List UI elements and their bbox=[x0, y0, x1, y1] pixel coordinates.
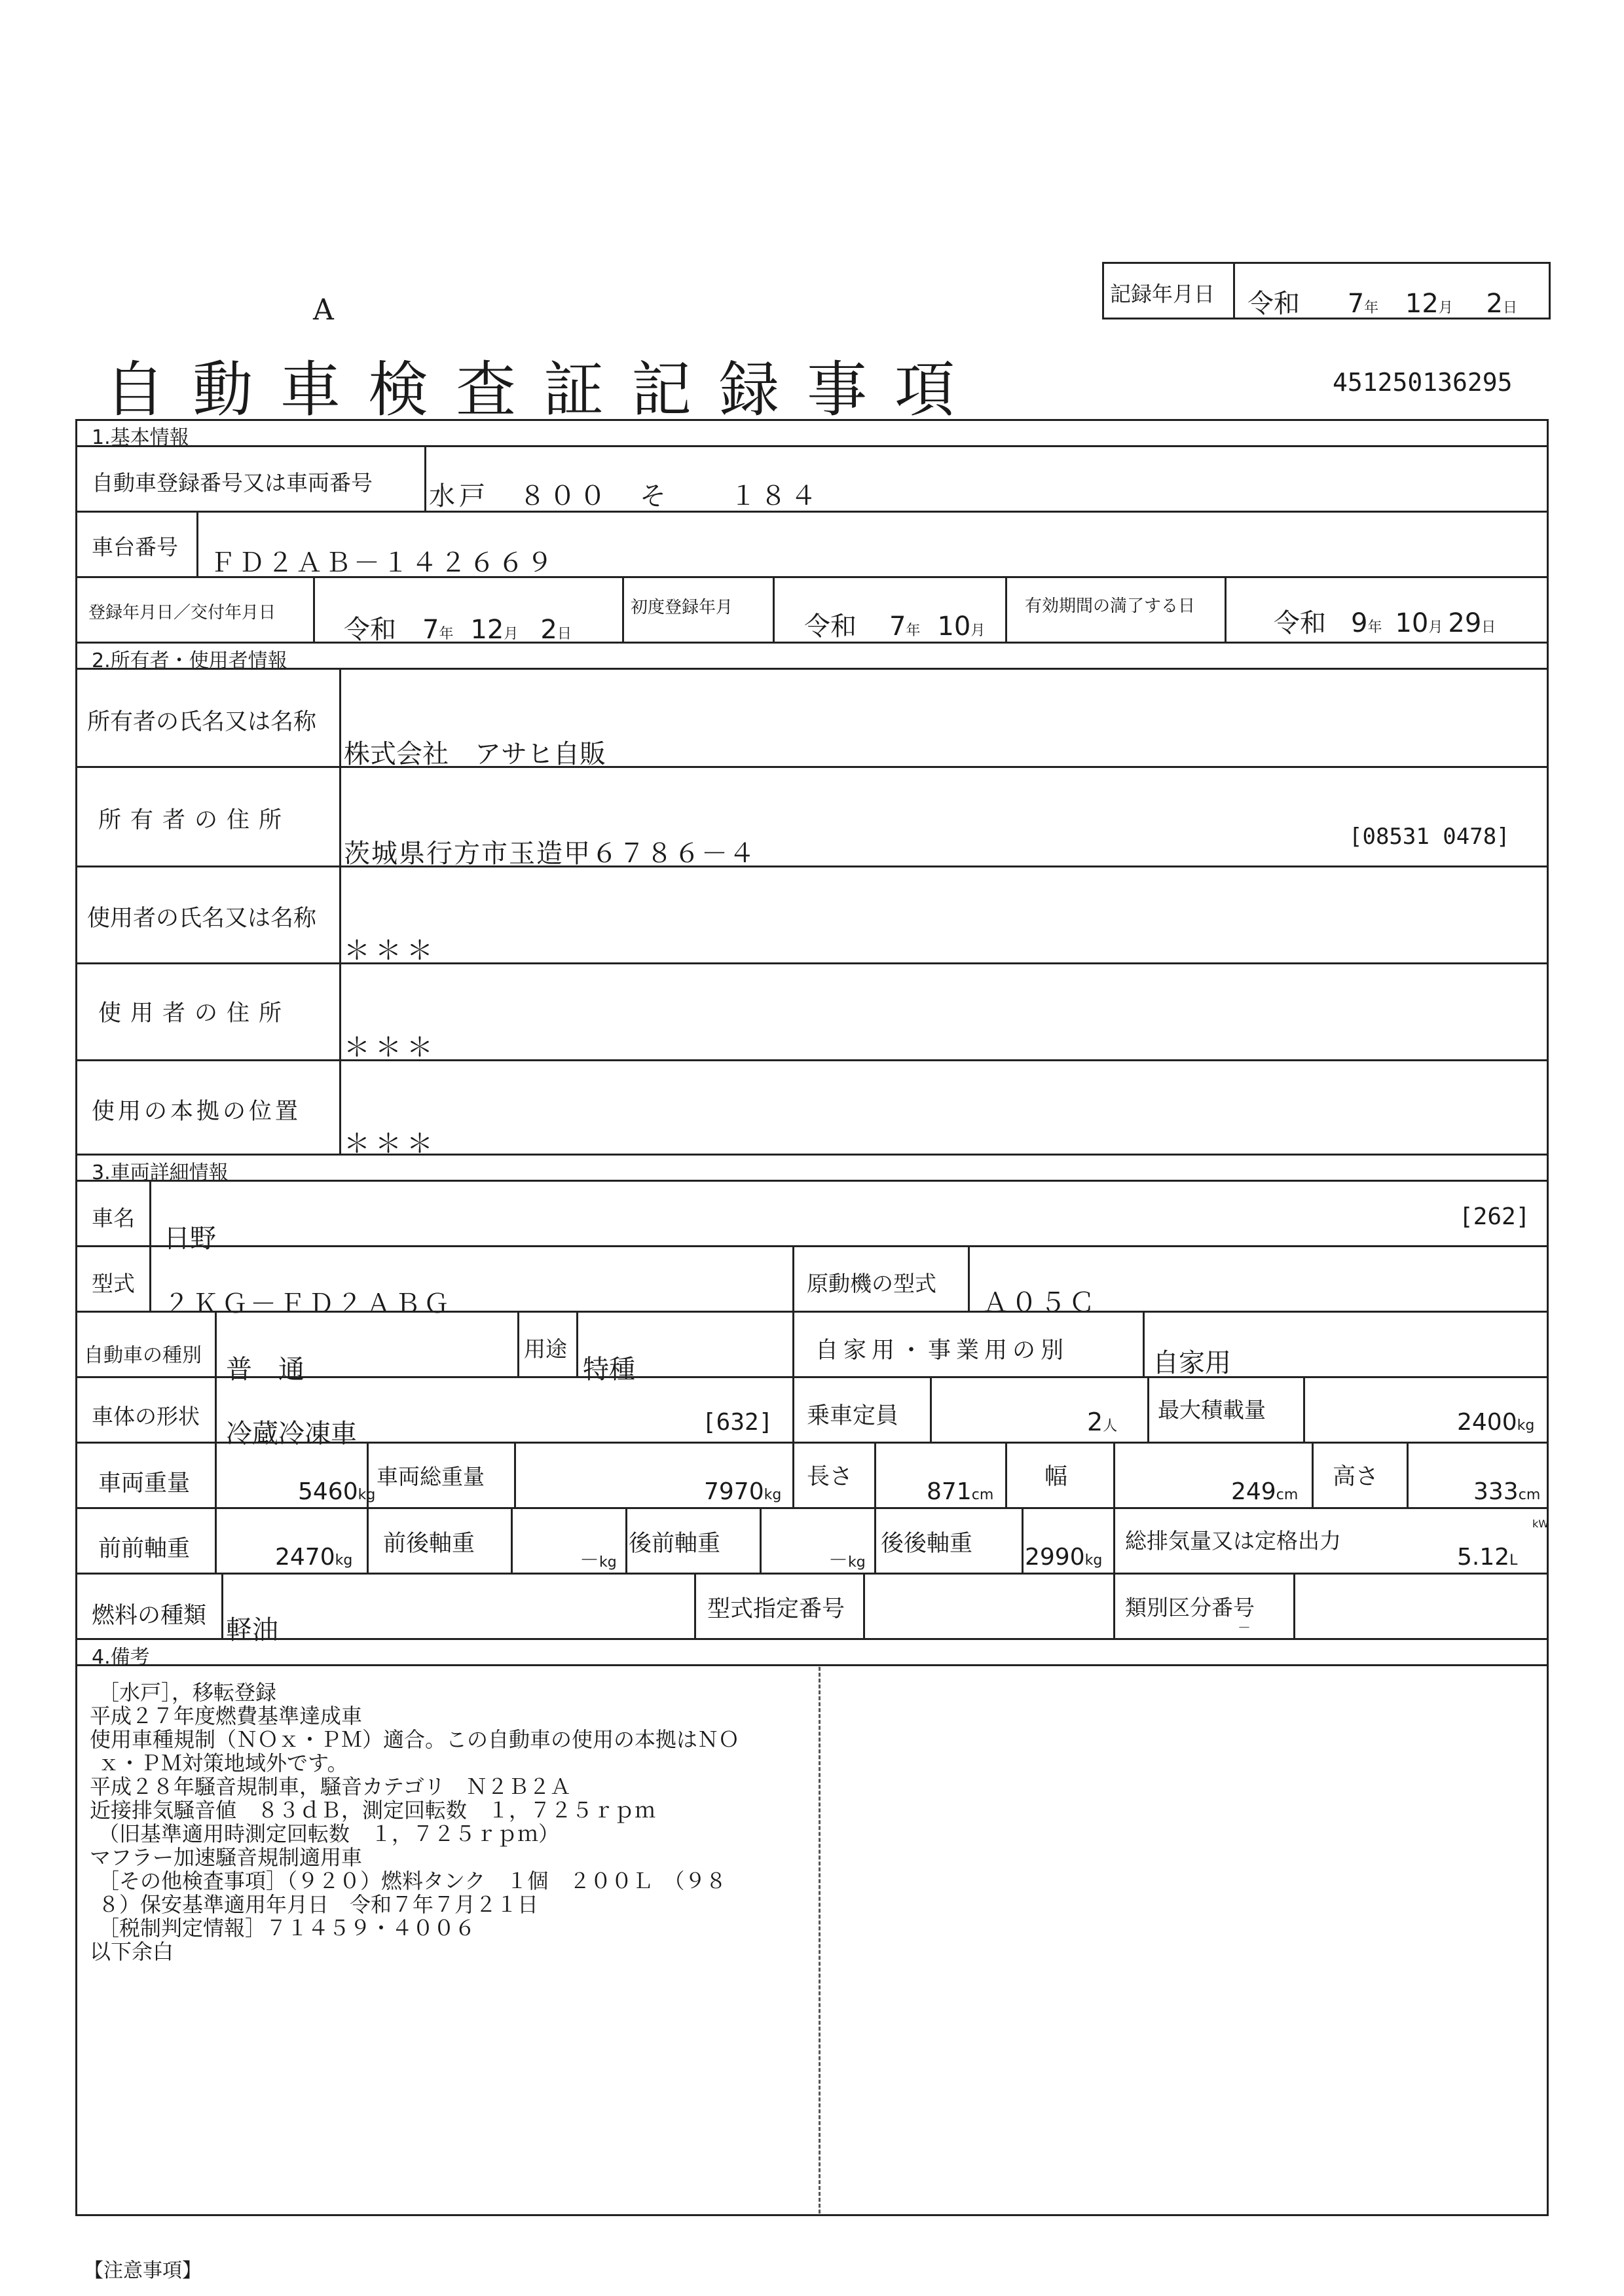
divider bbox=[215, 1311, 217, 1376]
user-name-label: 使用者の氏名又は名称 bbox=[87, 905, 317, 932]
divider bbox=[221, 1573, 223, 1638]
base-location-label: 使用の本拠の位置 bbox=[92, 1099, 302, 1125]
form-mark: A bbox=[313, 293, 334, 327]
reg-date-value: 令和 7年 12月 2日 bbox=[344, 615, 572, 645]
owner-address-label: 所有者の住所 bbox=[98, 807, 291, 833]
divider bbox=[367, 1507, 369, 1573]
divider bbox=[694, 1573, 696, 1638]
rr-axle-label: 後後軸重 bbox=[881, 1531, 973, 1557]
record-date: 令和 7年 12月 2日 bbox=[1247, 289, 1518, 319]
displacement-label: 総排気量又は定格出力 bbox=[1125, 1528, 1341, 1554]
divider bbox=[511, 1507, 513, 1573]
divider bbox=[863, 1573, 865, 1638]
page-title: 自動車検査証記録事項 bbox=[105, 355, 983, 425]
section2-title: 2.所有者・使用者情報 bbox=[92, 649, 287, 672]
divider bbox=[1407, 1442, 1409, 1507]
divider bbox=[75, 1311, 1549, 1313]
fr-axle-value: －kg bbox=[580, 1549, 617, 1572]
fr-axle-label: 前後軸重 bbox=[383, 1531, 475, 1557]
divider bbox=[968, 1245, 970, 1311]
capacity-label: 乗車定員 bbox=[807, 1403, 899, 1429]
divider bbox=[75, 668, 1549, 670]
divider bbox=[339, 668, 341, 1154]
body-shape-code: [632] bbox=[702, 1409, 773, 1436]
divider bbox=[773, 576, 775, 642]
rf-axle-value: －kg bbox=[828, 1549, 866, 1572]
divider bbox=[514, 1442, 516, 1507]
divider bbox=[215, 1442, 217, 1507]
divider bbox=[75, 1507, 1549, 1509]
divider bbox=[75, 511, 1549, 513]
notes-label: 【注意事項】 bbox=[84, 2259, 202, 2282]
divider bbox=[792, 1245, 794, 1311]
divider bbox=[1303, 1376, 1305, 1442]
divider bbox=[1005, 1442, 1007, 1507]
private-business-label: 自家用・事業用の別 bbox=[815, 1338, 1069, 1364]
base-location-value: ＊＊＊ bbox=[344, 1129, 438, 1159]
remarks-line: 平成２７年度燃費基準達成車 bbox=[90, 1704, 363, 1728]
capacity-value: 2人 bbox=[1087, 1408, 1118, 1436]
car-name-value: 日野 bbox=[164, 1224, 216, 1254]
vehicle-weight-value: 5460kg bbox=[298, 1478, 376, 1505]
private-business-value: 自家用 bbox=[1153, 1348, 1231, 1378]
kw-unit: kW bbox=[1532, 1518, 1549, 1530]
divider bbox=[874, 1507, 876, 1573]
divider bbox=[75, 1059, 1549, 1061]
divider bbox=[75, 1442, 1549, 1444]
divider bbox=[75, 1245, 1549, 1247]
width-label: 幅 bbox=[1044, 1464, 1068, 1490]
remarks-line: ｘ・ＰＭ対策地域外です。 bbox=[98, 1751, 348, 1776]
type-designation-label: 型式指定番号 bbox=[707, 1596, 845, 1622]
width-value: 249cm bbox=[1231, 1478, 1299, 1505]
document-number: 451250136295 bbox=[1333, 368, 1513, 397]
divider bbox=[367, 1442, 369, 1507]
engine-value: Ａ０５Ｃ bbox=[982, 1288, 1098, 1318]
divider bbox=[1113, 1507, 1115, 1573]
vehicle-weight-label: 車両重量 bbox=[98, 1470, 191, 1497]
displacement-value: 5.12L bbox=[1457, 1544, 1518, 1571]
divider bbox=[1113, 1573, 1115, 1638]
user-address-label: 使用者の住所 bbox=[98, 1000, 291, 1027]
length-value: 871cm bbox=[927, 1478, 994, 1505]
model-value: ２ＫＧ－ＦＤ２ＡＢＧ bbox=[164, 1289, 452, 1319]
divider bbox=[75, 1664, 1549, 1666]
divider bbox=[75, 576, 1549, 578]
divider bbox=[215, 1507, 217, 1573]
car-name-code: [262] bbox=[1459, 1203, 1530, 1230]
divider bbox=[517, 1311, 519, 1376]
divider bbox=[930, 1376, 932, 1442]
section1-title: 1.基本情報 bbox=[92, 426, 189, 449]
body-shape-label: 車体の形状 bbox=[92, 1404, 200, 1429]
record-date-divider bbox=[1233, 262, 1235, 319]
owner-address-value: 茨城県行方市玉造甲６７８６－４ bbox=[344, 839, 756, 869]
divider bbox=[1005, 576, 1007, 642]
user-name-value: ＊＊＊ bbox=[344, 936, 438, 966]
divider bbox=[1147, 1376, 1149, 1442]
user-address-value: ＊＊＊ bbox=[344, 1032, 438, 1063]
remarks-line: ［税制判定情報］７１４５９・４００６ bbox=[98, 1916, 476, 1941]
owner-name-label: 所有者の氏名又は名称 bbox=[87, 709, 317, 735]
section4-title: 4.備考 bbox=[92, 1646, 150, 1669]
divider bbox=[1225, 576, 1227, 642]
category-label: 類別区分番号 bbox=[1125, 1595, 1255, 1620]
divider bbox=[313, 576, 315, 642]
chassis-label: 車台番号 bbox=[92, 534, 178, 560]
divider bbox=[75, 866, 1549, 867]
max-load-value: 2400kg bbox=[1457, 1409, 1535, 1436]
divider bbox=[1293, 1573, 1295, 1638]
divider bbox=[1312, 1442, 1314, 1507]
engine-label: 原動機の型式 bbox=[807, 1271, 936, 1296]
divider bbox=[149, 1180, 151, 1245]
ff-axle-value: 2470kg bbox=[275, 1544, 353, 1571]
remarks-line: 使用車種規制（ＮＯｘ・ＰＭ）適合。この自動車の使用の本拠はＮＯ bbox=[90, 1727, 740, 1752]
ff-axle-label: 前前軸重 bbox=[98, 1536, 191, 1562]
divider bbox=[1022, 1507, 1024, 1573]
first-reg-label: 初度登録年月 bbox=[631, 598, 733, 617]
divider bbox=[1113, 1442, 1115, 1507]
model-label: 型式 bbox=[92, 1271, 135, 1296]
divider bbox=[424, 445, 426, 511]
divider bbox=[576, 1311, 578, 1376]
reg-number-value: 水戸 ８００ そ １８４ bbox=[429, 481, 821, 511]
divider bbox=[149, 1245, 151, 1311]
max-load-label: 最大積載量 bbox=[1158, 1397, 1266, 1423]
gross-weight-label: 車両総重量 bbox=[377, 1464, 485, 1489]
remarks-line: 近接排気騒音値 ８３ｄＢ，測定回転数 １，７２５ｒｐｍ bbox=[90, 1798, 656, 1823]
record-date-label: 記録年月日 bbox=[1110, 282, 1215, 306]
divider bbox=[622, 576, 624, 642]
height-value: 333cm bbox=[1473, 1478, 1541, 1505]
divider bbox=[75, 1154, 1549, 1156]
remarks-line: 平成２８年騒音規制車，騒音カテゴリ Ｎ２Ｂ２Ａ bbox=[90, 1774, 571, 1799]
length-label: 長さ bbox=[807, 1464, 853, 1490]
divider bbox=[760, 1507, 762, 1573]
divider bbox=[792, 1311, 794, 1376]
vehicle-kind-value: 普 通 bbox=[226, 1355, 304, 1385]
divider bbox=[792, 1376, 794, 1442]
use-value: 特種 bbox=[583, 1355, 635, 1385]
divider bbox=[75, 1376, 1549, 1378]
height-label: 高さ bbox=[1333, 1464, 1379, 1490]
divider bbox=[75, 962, 1549, 964]
divider bbox=[75, 445, 1549, 447]
car-name-label: 車名 bbox=[92, 1205, 135, 1231]
gross-weight-value: 7970kg bbox=[704, 1478, 782, 1505]
first-reg-value: 令和 7年 10月 bbox=[804, 611, 986, 642]
rf-axle-label: 後前軸重 bbox=[629, 1531, 721, 1557]
remarks-line: マフラー加速騒音規制適用車 bbox=[90, 1845, 363, 1870]
divider bbox=[75, 1180, 1549, 1182]
body-shape-value: 冷蔵冷凍車 bbox=[226, 1419, 357, 1449]
remarks-divider bbox=[819, 1667, 821, 2214]
divider bbox=[75, 1573, 1549, 1575]
remarks-line: 以下余白 bbox=[90, 1939, 174, 1964]
remarks-line: ［水戸］，移転登録 bbox=[98, 1680, 277, 1705]
divider bbox=[196, 511, 198, 576]
vehicle-kind-label: 自動車の種別 bbox=[84, 1344, 202, 1367]
section3-title: 3.車両詳細情報 bbox=[92, 1161, 229, 1184]
fuel-label: 燃料の種類 bbox=[92, 1603, 207, 1629]
fuel-value: 軽油 bbox=[226, 1615, 278, 1645]
chassis-value: ＦＤ２ＡＢ－１４２６６９ bbox=[210, 548, 555, 578]
divider bbox=[215, 1376, 217, 1442]
divider bbox=[792, 1442, 794, 1507]
reg-date-label: 登録年月日／交付年月日 bbox=[88, 603, 276, 623]
reg-number-label: 自動車登録番号又は車両番号 bbox=[92, 470, 373, 496]
divider bbox=[1143, 1311, 1145, 1376]
expiry-value: 令和 9年 10月 29日 bbox=[1274, 608, 1496, 638]
remarks-line: （旧基準適用時測定回転数 １，７２５ｒｐｍ） bbox=[98, 1821, 560, 1846]
owner-address-code: [08531 0478] bbox=[1349, 824, 1510, 850]
divider bbox=[75, 642, 1549, 644]
category-value: － bbox=[1238, 1620, 1251, 1635]
divider bbox=[625, 1507, 627, 1573]
use-label: 用途 bbox=[524, 1336, 567, 1362]
rr-axle-value: 2990kg bbox=[1025, 1544, 1103, 1571]
divider bbox=[75, 766, 1549, 768]
expiry-label: 有効期間の満了する日 bbox=[1025, 596, 1196, 616]
remarks-line: ［その他検査事項］（９２０）燃料タンク １個 ２００Ｌ （９８ bbox=[98, 1868, 727, 1893]
remarks-line: ８）保安基準適用年月日 令和７年７月２１日 bbox=[98, 1892, 539, 1917]
divider bbox=[75, 1638, 1549, 1640]
divider bbox=[874, 1442, 876, 1507]
owner-name-value: 株式会社 アサヒ自販 bbox=[344, 739, 606, 769]
